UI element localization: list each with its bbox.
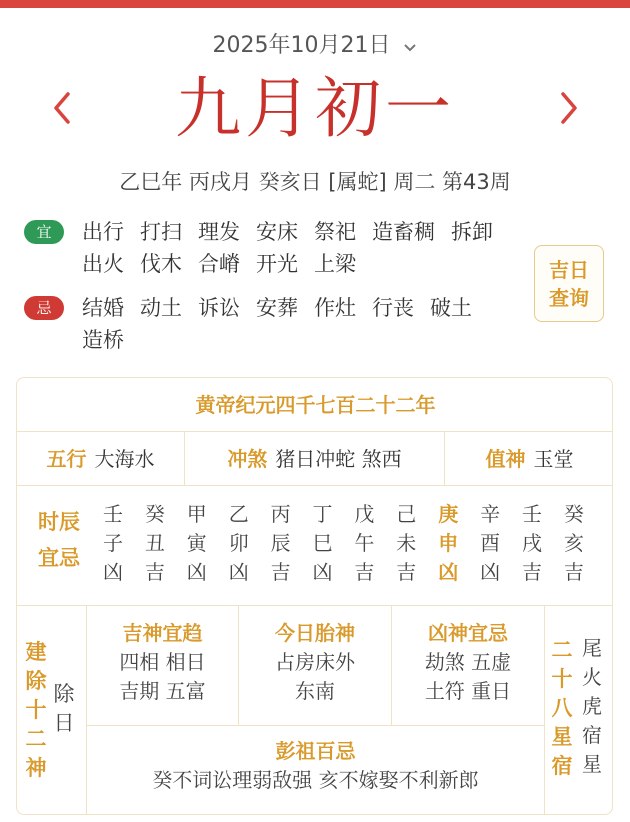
jishen-line1: 四相 相日 bbox=[119, 650, 206, 674]
shichen-gan: 壬 bbox=[522, 502, 542, 526]
xiongshen-line1: 劫煞 五虚 bbox=[424, 650, 512, 674]
shichen-luck: 凶 bbox=[228, 560, 249, 584]
jianchu-value bbox=[51, 680, 77, 738]
shichen-luck: 凶 bbox=[438, 560, 459, 584]
shichen-luck: 凶 bbox=[312, 560, 333, 584]
shichen-column bbox=[311, 500, 335, 587]
ji-item: 行丧 bbox=[372, 296, 414, 320]
shichen-gan: 癸 bbox=[563, 502, 584, 526]
ganzhi-info: 乙巳年 丙戌月 癸亥日 [属蛇] 周二 第43周 bbox=[119, 170, 511, 194]
shichen-row bbox=[17, 486, 613, 606]
shichen-zhi: 寅 bbox=[186, 531, 207, 555]
ji-item: 结婚 bbox=[82, 296, 124, 320]
shichen-column bbox=[394, 500, 418, 587]
solar-date[interactable]: 2025年10月21日 bbox=[212, 33, 391, 58]
pengzu-title: 彭祖百忌 bbox=[275, 739, 356, 763]
shichen-zhi: 辰 bbox=[270, 531, 291, 555]
shichen-luck: 吉 bbox=[354, 560, 375, 584]
xiu-value-char: 虎 bbox=[582, 694, 602, 718]
yi-item: 伐木 bbox=[140, 252, 182, 276]
xiu-value-char: 宿 bbox=[582, 723, 602, 747]
shichen-column bbox=[269, 500, 293, 587]
xiu-label-char: 十 bbox=[551, 667, 573, 691]
shichen-zhi: 申 bbox=[438, 531, 459, 555]
taishen-line2: 东南 bbox=[295, 679, 335, 703]
shichen-gan: 戊 bbox=[354, 502, 375, 526]
shichen-zhi: 子 bbox=[103, 531, 123, 555]
xiu-cell bbox=[545, 606, 613, 815]
shichen-zhi: 未 bbox=[396, 531, 417, 555]
shichen-zhi: 巳 bbox=[312, 531, 333, 555]
jishen-line2: 吉期 五富 bbox=[119, 679, 206, 703]
shichen-gan: 癸 bbox=[144, 502, 165, 526]
pengzu-box bbox=[87, 726, 545, 815]
shichen-gan: 甲 bbox=[186, 502, 207, 526]
almanac-table bbox=[16, 377, 613, 815]
xiu-label-char: 宿 bbox=[551, 754, 573, 778]
ji-item: 造桥 bbox=[82, 328, 124, 352]
ji-item: 破土 bbox=[430, 296, 472, 320]
yi-item: 拆卸 bbox=[451, 220, 493, 244]
jianchu-value-char: 日 bbox=[53, 711, 75, 735]
xiongshen-line2: 土符 重日 bbox=[424, 679, 512, 703]
chongsha-cell bbox=[185, 432, 445, 486]
yi-item: 安床 bbox=[256, 220, 298, 244]
ji-item: 安葬 bbox=[256, 296, 298, 320]
shichen-column bbox=[352, 500, 376, 587]
shichen-column bbox=[520, 500, 544, 587]
shichen-zhi: 卯 bbox=[228, 531, 249, 555]
wuxing-cell bbox=[17, 432, 185, 486]
shichen-zhi: 亥 bbox=[563, 531, 584, 555]
shichen-label bbox=[31, 504, 87, 576]
shichen-gan: 辛 bbox=[480, 502, 501, 526]
xiu-label-char: 二 bbox=[551, 638, 573, 662]
lunar-date: 九月初一 bbox=[175, 70, 455, 147]
jianchu-label-char: 建 bbox=[25, 640, 47, 664]
jianchu-label-char: 十 bbox=[25, 698, 47, 722]
xiongshen-title: 凶神宜忌 bbox=[428, 621, 508, 645]
shichen-gan: 庚 bbox=[438, 502, 459, 526]
yi-item: 理发 bbox=[198, 220, 240, 244]
shichen-zhi: 午 bbox=[354, 531, 375, 555]
chevron-down-icon[interactable] bbox=[403, 34, 417, 59]
shichen-zhi: 酉 bbox=[480, 531, 501, 555]
shichen-column bbox=[185, 500, 209, 587]
xiu-value-char: 星 bbox=[582, 752, 602, 776]
shen-group bbox=[87, 606, 613, 815]
top-bar bbox=[0, 0, 630, 8]
wuxing-value: 大海水 bbox=[94, 447, 155, 471]
shichen-column bbox=[227, 500, 251, 587]
shichen-gan: 己 bbox=[396, 502, 417, 526]
shichen-label-1: 时辰 bbox=[38, 510, 80, 534]
wuxing-label: 五行 bbox=[46, 447, 87, 471]
yi-item: 打扫 bbox=[140, 220, 182, 244]
shichen-luck: 吉 bbox=[270, 560, 291, 584]
shichen-luck: 凶 bbox=[186, 560, 207, 584]
era-year: 黄帝纪元四千七百二十二年 bbox=[17, 378, 613, 432]
yi-item: 开光 bbox=[256, 252, 298, 276]
chongsha-value: 猪日冲蛇 煞西 bbox=[275, 447, 402, 471]
jianchu-label bbox=[23, 638, 49, 783]
ji-items bbox=[82, 292, 522, 356]
jianchu-label-char: 二 bbox=[25, 727, 47, 751]
taishen-box bbox=[239, 606, 392, 726]
zhishen-label: 值神 bbox=[485, 447, 526, 471]
yi-item: 出行 bbox=[82, 220, 124, 244]
chongsha-label: 冲煞 bbox=[227, 447, 268, 471]
yi-item: 合嵴 bbox=[198, 252, 240, 276]
shichen-zhi: 丑 bbox=[144, 531, 165, 555]
jiri-query-label-2: 查询 bbox=[549, 286, 589, 310]
shichen-label-2: 宜忌 bbox=[38, 546, 80, 570]
zhishen-cell bbox=[445, 432, 613, 486]
yi-items bbox=[82, 216, 522, 280]
shichen-column bbox=[143, 500, 167, 587]
zhishen-value: 玉堂 bbox=[533, 447, 574, 471]
jishen-title: 吉神宜趋 bbox=[122, 621, 203, 645]
jiri-query-button[interactable] bbox=[534, 245, 604, 322]
shichen-luck: 吉 bbox=[563, 560, 584, 584]
ji-badge: 忌 bbox=[24, 296, 64, 320]
ji-item: 作灶 bbox=[314, 296, 356, 320]
yi-item: 上梁 bbox=[314, 252, 356, 276]
jianchu-label-char: 除 bbox=[25, 669, 47, 693]
shichen-column bbox=[562, 500, 586, 587]
shichen-column bbox=[478, 500, 502, 587]
xiu-label bbox=[549, 636, 575, 781]
jishen-box bbox=[87, 606, 239, 726]
taishen-title: 今日胎神 bbox=[275, 621, 355, 645]
shichen-zhi: 戌 bbox=[522, 531, 542, 555]
shichen-column bbox=[436, 500, 460, 587]
xiu-value-char: 尾 bbox=[582, 636, 602, 660]
jianchu-value-char: 除 bbox=[53, 682, 75, 706]
shichen-luck: 吉 bbox=[144, 560, 165, 584]
yi-badge: 宜 bbox=[24, 220, 64, 244]
xiongshen-box bbox=[392, 606, 545, 726]
jiri-query-label-1: 吉日 bbox=[549, 258, 589, 282]
yi-item: 祭祀 bbox=[314, 220, 356, 244]
yi-item: 造畜稠 bbox=[372, 220, 435, 244]
chevron-right-icon[interactable] bbox=[553, 88, 583, 128]
xiu-label-char: 星 bbox=[551, 725, 573, 749]
shichen-luck: 凶 bbox=[103, 560, 123, 584]
jianchu-label-char: 神 bbox=[25, 756, 47, 780]
shichen-gan: 丁 bbox=[312, 502, 333, 526]
ji-item: 动土 bbox=[140, 296, 182, 320]
shichen-gan: 乙 bbox=[228, 502, 249, 526]
xiu-value-char: 火 bbox=[582, 665, 602, 689]
shichen-gan: 丙 bbox=[270, 502, 291, 526]
xiu-value bbox=[579, 634, 605, 779]
taishen-line1: 占房床外 bbox=[275, 650, 355, 674]
ji-item: 诉讼 bbox=[198, 296, 240, 320]
shichen-luck: 凶 bbox=[480, 560, 501, 584]
yi-item: 出火 bbox=[82, 252, 124, 276]
xiu-label-char: 八 bbox=[551, 696, 573, 720]
pengzu-text: 癸不词讼理弱敌强 亥不嫁娶不利新郎 bbox=[152, 768, 479, 792]
shichen-column bbox=[101, 500, 125, 587]
date-selector[interactable] bbox=[0, 28, 630, 59]
shichen-luck: 吉 bbox=[522, 560, 542, 584]
shichen-luck: 吉 bbox=[396, 560, 417, 584]
shichen-gan: 壬 bbox=[103, 502, 123, 526]
lunar-header bbox=[0, 66, 630, 156]
jianchu-cell bbox=[17, 606, 87, 815]
